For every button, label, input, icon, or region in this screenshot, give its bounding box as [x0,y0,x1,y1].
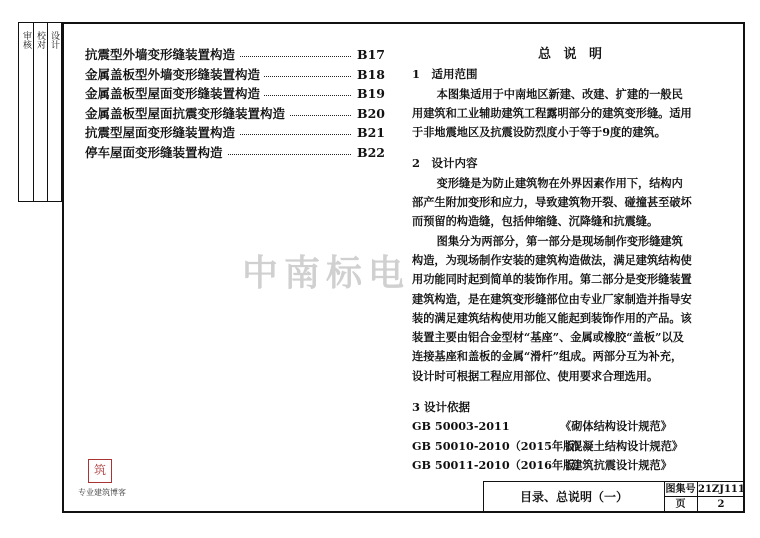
toc-row[interactable] [85,45,385,65]
toc-page: B22 [353,143,385,163]
design-content-paragraph: 变形缝是为防止建筑物在外界因素作用下，结构内部产生附加变形和应力，导致建筑物开裂、碰撞甚至破坏而预留的构造缝，包括伸缩缝、沉降缝和抗震缝。 [412,175,692,229]
watermark: 中南标电 [242,253,411,294]
basis-name: 《混凝土结构设计规范》 [560,438,684,453]
basis-code: GB 50011-2010（2016年版） [412,457,586,472]
title-block [483,481,745,513]
design-content-heading: 2 设计内容 [412,156,478,171]
toc-row[interactable] [85,65,385,85]
toc-title: 金属盖板型屋面变形缝装置构造 [85,84,264,104]
scope-heading: 1 适用范围 [412,67,478,82]
toc-row[interactable] [85,84,385,104]
basis-code: GB 50010-2010（2015年版） [412,438,586,453]
basis-code: GB 50003-2011 [412,419,510,434]
design-basis-heading: 3 设计依据 [412,400,471,415]
strip-label-review: 审核 [21,31,31,49]
toc-title: 抗震型屋面变形缝装置构造 [85,123,239,143]
toc-page: B18 [353,65,385,85]
toc-page: B20 [353,104,385,124]
basis-row [412,417,692,436]
section-title: 总 说 明 [537,47,607,62]
blog-logo-icon: 筑 [88,459,112,483]
page-number: 2 [717,499,725,510]
toc-title: 金属盖板型外墙变形缝装置构造 [85,65,264,85]
design-content-paragraph: 图集分为两部分，第一部分是现场制作变形缝建筑构造，为现场制作安装的建筑构造做法，满足建筑结构使用功能同时起到简单的装饰作用。第二部分是变形缝装置建筑构造，是在建筑变形缝部位由专业厂家制造并指导安装的满足建筑结构使用功能又能起到装饰作用的产品。该装置主要由铝合金型材“基座”、金属或橡胶“盖板”以及连接基座和盖板的金属“滑杆”组成。两部分互为补充，设计时可根据工程应用部位、使用要求合理选用。 [412,233,692,383]
strip-column [19,23,34,201]
general-description [412,45,692,475]
atlas-number: 21ZJ111 [698,484,745,495]
basis-name: 《砌体结构设计规范》 [560,419,672,434]
toc-title: 金属盖板型屋面抗震变形缝装置构造 [85,104,289,124]
toc-row[interactable] [85,123,385,143]
page-label: 页 [664,497,698,512]
toc-page: B17 [353,45,385,65]
table-of-contents [85,45,385,162]
drawing-name: 目录、总说明（一） [484,482,665,512]
strip-label-check: 校对 [35,31,45,49]
strip-label-design: 设计 [49,31,59,49]
atlas-number-label: 图集号 [664,482,698,497]
toc-row[interactable] [85,143,385,163]
toc-row[interactable] [85,104,385,124]
toc-page: B21 [353,123,385,143]
toc-title: 停车屋面变形缝装置构造 [85,143,227,163]
basis-row [412,456,692,475]
toc-title: 抗震型外墙变形缝装置构造 [85,45,239,65]
logo-caption: 专业建筑博客 [78,488,126,497]
toc-page: B19 [353,84,385,104]
scope-paragraph: 本图集适用于中南地区新建、改建、扩建的一般民用建筑和工业辅助建筑工程露明部分的建筑变形缝。适用于非地震地区及抗震设防烈度小于等于9度的建筑。 [412,86,692,140]
signature-strip [18,22,62,202]
basis-row [412,437,692,456]
basis-name: 《建筑抗震设计规范》 [560,457,672,472]
strip-column [33,23,48,201]
